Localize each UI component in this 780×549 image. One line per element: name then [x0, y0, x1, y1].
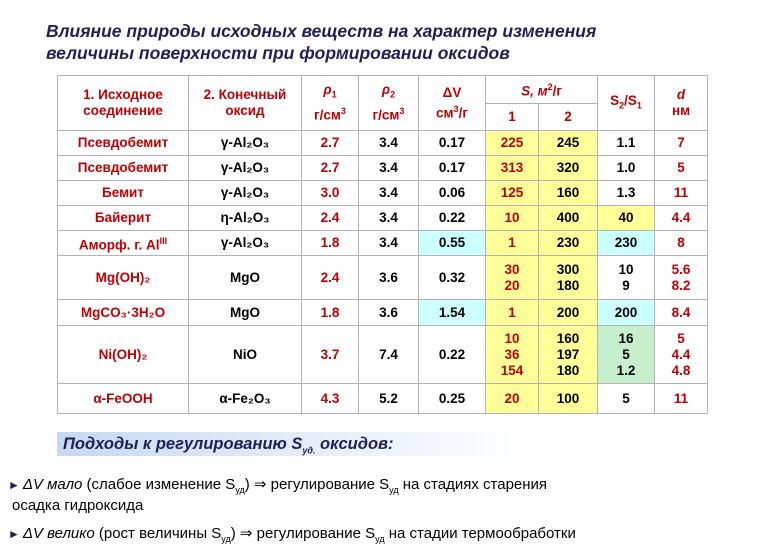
cell-ratio: 5 [598, 384, 655, 414]
cell-rho1: 2.7 [302, 131, 359, 156]
s-exp: 2 [547, 82, 553, 93]
d-symbol: d [676, 87, 686, 102]
bullet-arrow-icon: ► [8, 478, 20, 492]
title-line-1: Влияние природы исходных веществ на характер изменения [46, 21, 597, 41]
cell-source-sup: III [159, 235, 168, 246]
cell-s1: 1 [486, 300, 539, 326]
cell-rho2: 3.4 [359, 231, 419, 256]
header-s [486, 76, 598, 104]
cell-d: 8 [655, 231, 708, 256]
rho1-unit: г/см [314, 107, 341, 123]
cell-final: MgO [189, 256, 302, 300]
cell-ratio: 1.3 [598, 181, 655, 206]
cell-ratio: 40 [598, 206, 655, 231]
cell-s2: 160 [539, 181, 598, 206]
cell-s1: 125 [486, 181, 539, 206]
header-ratio [598, 76, 655, 131]
cell-source [58, 231, 189, 256]
rho1-symbol: ρ [323, 82, 332, 98]
cell-d: 11 [655, 384, 708, 414]
cell-rho2: 3.4 [359, 156, 419, 181]
table-row [58, 384, 708, 414]
cell-s2-b: 180 [556, 277, 580, 293]
bullet1-sub-a: уд [235, 485, 245, 495]
cell-rho2: 3.4 [359, 206, 419, 231]
bullet2-text-a: (рост величины S [94, 525, 222, 542]
cell-d: 11 [655, 181, 708, 206]
header-row-1 [58, 76, 708, 104]
cell-rho2: 3.6 [359, 256, 419, 300]
cell-s2: 200 [539, 300, 598, 326]
header-s1: 1 [486, 104, 539, 131]
cell-d [655, 326, 708, 384]
table-row [58, 131, 708, 156]
bullet2-sub-a: уд [221, 534, 231, 544]
cell-rho2: 3.4 [359, 181, 419, 206]
cell-ratio: 200 [598, 300, 655, 326]
slide-title [46, 20, 746, 64]
header-source-line2: соединение [83, 103, 163, 118]
ratio-idx1: 2 [619, 100, 625, 111]
cell-s1-c: 154 [500, 362, 524, 378]
cell-d-b: 8.2 [671, 277, 691, 293]
cell-rho1: 4.3 [302, 384, 359, 414]
cell-dv: 0.22 [419, 326, 486, 384]
cell-source: α-FeOOH [58, 384, 189, 414]
cell-final: NiO [189, 326, 302, 384]
cell-d: 8.4 [655, 300, 708, 326]
cell-s1: 10 [486, 206, 539, 231]
cell-s1-b: 20 [504, 277, 520, 293]
table-row [58, 300, 708, 326]
cell-s1: 225 [486, 131, 539, 156]
bullet2-text-c: на стадии термообработки [384, 525, 576, 542]
cell-rho1: 2.4 [302, 256, 359, 300]
cell-d [655, 256, 708, 300]
rho1-exp: 3 [340, 106, 346, 117]
cell-s2: 320 [539, 156, 598, 181]
cell-s1-a: 10 [504, 330, 520, 346]
dv-unit2: /г [458, 105, 468, 121]
approaches-heading [57, 432, 707, 456]
cell-d: 4.4 [655, 206, 708, 231]
cell-s2 [539, 326, 598, 384]
cell-s1: 313 [486, 156, 539, 181]
ratio-s: S [610, 92, 620, 108]
cell-ratio [598, 256, 655, 300]
cell-rho1: 1.8 [302, 231, 359, 256]
s-label: S, м [521, 83, 548, 99]
table-row [58, 206, 708, 231]
header-final-line1: 2. Конечный [203, 87, 287, 102]
cell-s1-b: 36 [504, 346, 520, 362]
cell-rho2: 5.2 [359, 384, 419, 414]
cell-source: MgCO₃·3H₂O [58, 300, 189, 326]
cell-s2-a: 160 [556, 330, 580, 346]
header-rho2 [359, 76, 419, 131]
header-dv [419, 76, 486, 131]
d-unit: нм [671, 103, 691, 118]
cell-dv: 1.54 [419, 300, 486, 326]
header-final [189, 76, 302, 131]
header-source-line1: 1. Исходное [83, 87, 163, 102]
cell-ratio-c: 1.2 [616, 362, 636, 378]
cell-rho2: 3.6 [359, 300, 419, 326]
cell-s2: 400 [539, 206, 598, 231]
cell-ratio-a: 16 [618, 330, 634, 346]
cell-rho2: 3.4 [359, 131, 419, 156]
table-row [58, 156, 708, 181]
bullet2-text-b: ) ⇒ регулирование S [230, 525, 376, 542]
cell-source: Ni(OH)₂ [58, 326, 189, 384]
ratio-mid: /S [624, 92, 637, 108]
cell-ratio-b: 5 [622, 346, 630, 362]
cell-s2: 100 [539, 384, 598, 414]
bullet2-term: ΔV велико [22, 525, 95, 542]
cell-d-a: 5 [677, 330, 685, 346]
cell-dv: 0.25 [419, 384, 486, 414]
cell-ratio [598, 326, 655, 384]
cell-s1: 1 [486, 231, 539, 256]
cell-d-c: 4.8 [671, 362, 691, 378]
cell-s2: 245 [539, 131, 598, 156]
rho2-unit: г/см [372, 107, 400, 123]
cell-s1: 20 [486, 384, 539, 414]
table-row [58, 181, 708, 206]
cell-rho1: 3.7 [302, 326, 359, 384]
cell-dv: 0.17 [419, 131, 486, 156]
cell-s2-c: 180 [556, 362, 580, 378]
cell-s2: 230 [539, 231, 598, 256]
bullet1-sub-b: уд [389, 485, 399, 495]
cell-s2-a: 300 [556, 261, 580, 277]
cell-d: 7 [655, 131, 708, 156]
cell-s1 [486, 256, 539, 300]
bullet1-text-a: (слабое изменение S [82, 476, 236, 493]
cell-d-b: 4.4 [671, 346, 691, 362]
cell-source-text: Аморф. г. Al [78, 237, 160, 253]
cell-final: γ-Al₂O₃ [189, 181, 302, 206]
rho2-index: 2 [390, 90, 396, 101]
cell-final: η-Al₂O₃ [189, 206, 302, 231]
cell-source: Байерит [58, 206, 189, 231]
cell-ratio-a: 10 [618, 261, 634, 277]
cell-s1 [486, 326, 539, 384]
table-row [58, 326, 708, 384]
cell-dv: 0.22 [419, 206, 486, 231]
cell-dv: 0.06 [419, 181, 486, 206]
cell-rho1: 2.4 [302, 206, 359, 231]
table-row [58, 256, 708, 300]
dv-symbol: ΔV [442, 84, 462, 100]
table-row [58, 231, 708, 256]
bullet-arrow-icon: ► [8, 527, 20, 541]
cell-source: Бемит [58, 181, 189, 206]
dv-exp: 3 [453, 103, 459, 114]
cell-final: γ-Al₂O₃ [189, 131, 302, 156]
cell-final: MgO [189, 300, 302, 326]
heading-text-end: оксидов: [315, 435, 394, 453]
header-final-line2: оксид [225, 103, 265, 118]
s-unit2: /г [552, 83, 562, 99]
bullet-large-dv [8, 524, 576, 549]
ratio-idx2: 1 [636, 100, 642, 111]
dv-unit: см [436, 105, 454, 121]
cell-final: γ-Al₂O₃ [189, 231, 302, 256]
cell-s2 [539, 256, 598, 300]
cell-ratio: 1.1 [598, 131, 655, 156]
bullet-small-dv-line2: осадка гидроксида [12, 497, 144, 514]
header-d [655, 76, 708, 131]
rho2-exp: 3 [399, 106, 405, 117]
oxides-table [57, 75, 708, 414]
cell-rho2: 7.4 [359, 326, 419, 384]
heading-sub: уд. [302, 445, 316, 456]
cell-source: Псевдобемит [58, 131, 189, 156]
bullet1-term: ΔV мало [22, 476, 83, 493]
cell-dv: 0.55 [419, 231, 486, 256]
cell-s1-a: 30 [504, 261, 520, 277]
rho2-symbol: ρ [381, 82, 391, 98]
cell-rho1: 2.7 [302, 156, 359, 181]
cell-final: γ-Al₂O₃ [189, 156, 302, 181]
cell-ratio: 1.0 [598, 156, 655, 181]
cell-dv: 0.17 [419, 156, 486, 181]
cell-dv: 0.32 [419, 256, 486, 300]
cell-d-a: 5.6 [671, 261, 691, 277]
rho1-index: 1 [331, 90, 337, 101]
cell-d: 5 [655, 156, 708, 181]
cell-rho1: 3.0 [302, 181, 359, 206]
bullet1-text-b: ) ⇒ регулирование S [244, 476, 390, 493]
title-line-2: величины поверхности при формировании оксидов [46, 43, 510, 63]
header-rho1 [302, 76, 359, 131]
header-source [58, 76, 189, 131]
cell-source: Псевдобемит [58, 156, 189, 181]
header-s2: 2 [539, 104, 598, 131]
cell-source: Mg(OH)₂ [58, 256, 189, 300]
cell-ratio: 230 [598, 231, 655, 256]
bullet2-sub-b: уд [375, 534, 385, 544]
cell-rho1: 1.8 [302, 300, 359, 326]
bullet1-text-c: на стадиях старения [398, 476, 548, 493]
cell-s2-b: 197 [556, 346, 580, 362]
heading-text: Подходы к регулированию S [63, 435, 303, 453]
cell-ratio-b: 9 [622, 277, 630, 293]
cell-final: α-Fe₂O₃ [189, 384, 302, 414]
